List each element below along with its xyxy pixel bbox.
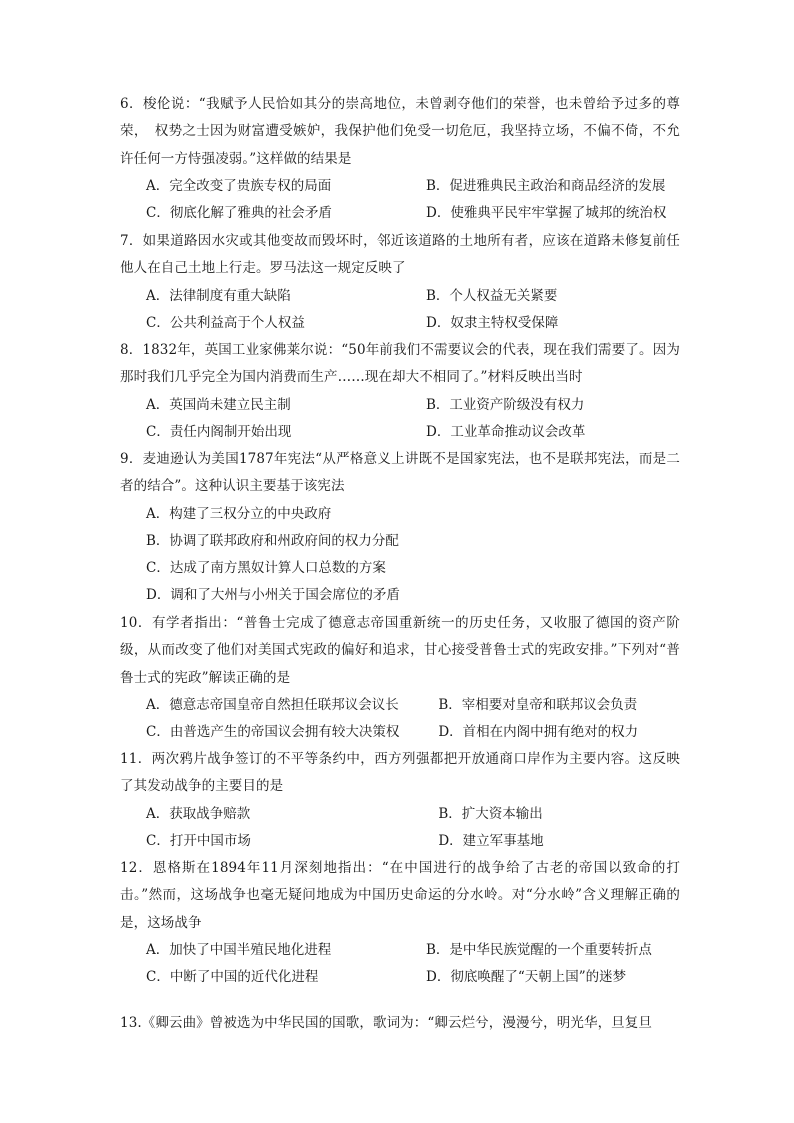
option-list [120,283,680,338]
option-a: A．加快了中国半殖民地化进程 [146,941,332,958]
option-a: A．构建了三权分立的中央政府 [146,505,332,522]
question-stem: 6．梭伦说：“我赋予人民恰如其分的崇高地位，未曾剥夺他们的荣誉，也未曾给予过多的尊荣， 权势之士因为财富遭受嫉妒，我保护他们免受一切危厄，我坚持立场，不偏不倚，不允许任何一方恃强凌弱。”这样做的结果是 [120,96,680,167]
option-a: A．英国尚未建立民主制 [146,396,291,413]
option-b: B．是中华民族觉醒的一个重要转折点 [426,941,652,958]
option-d: D．工业革命推动议会改革 [426,423,586,440]
option-b: B．扩大资本输出 [438,805,543,822]
option-list [120,501,680,610]
option-d: D．首相在内阁中拥有绝对的权力 [438,724,639,741]
option-d: D．建立军事基地 [438,832,544,849]
option-a: A．完全改变了贵族专权的局面 [146,177,332,194]
option-d: D．调和了大州与小州关于国会席位的矛盾 [146,587,400,604]
option-c: C．打开中国市场 [146,832,251,849]
option-c: C．中断了中国的近代化进程 [146,969,319,986]
option-a: A．法律制度有重大缺陷 [146,287,291,304]
option-b: B．工业资产阶级没有权力 [426,396,585,413]
option-d: D．奴隶主特权受保障 [426,314,559,331]
question-stem: 9．麦迪逊认为美国1787年宪法“从严格意义上讲既不是国家宪法，也不是联邦宪法，而是二者的结合”。这种认识主要基于该宪法 [120,451,680,495]
question-8 [120,337,680,446]
option-a: A．获取战争赔款 [146,805,251,822]
question-7 [120,228,680,337]
option-list [120,392,680,447]
option-d: D．彻底唤醒了“天朝上国”的迷梦 [426,969,627,986]
question-11 [120,746,680,855]
question-13 [120,1010,680,1037]
option-list [120,801,680,856]
question-6 [120,91,680,227]
option-b: B．个人权益无关紧要 [426,287,558,304]
option-c: C．达成了南方黑奴计算人口总数的方案 [146,560,386,577]
option-c: C．由普选产生的帝国议会拥有较大决策权 [146,724,400,741]
question-stem: 7．如果道路因水灾或其他变故而毁坏时，邻近该道路的土地所有者，应该在道路未修复前任他人在自己土地上行走。罗马法这一规定反映了 [120,233,680,277]
option-b: B．促进雅典民主政治和商品经济的发展 [426,177,666,194]
option-list [120,692,680,747]
option-d: D．使雅典平民牢牢掌握了城邦的统治权 [426,205,667,222]
question-stem: 10．有学者指出：“普鲁士完成了德意志帝国重新统一的历史任务，又收服了德国的资产阶级，从而改变了他们对美国式宪政的偏好和追求，甘心接受普鲁士式的宪政安排。”下列对“普鲁士式的宪政”解读正确的是 [120,615,680,686]
option-list [120,937,680,992]
option-c: C．公共利益高于个人权益 [146,314,305,331]
question-10 [120,610,680,746]
question-stem: 13.《卿云曲》曾被选为中华民国的国歌，歌词为：“卿云烂兮，漫漫兮，明光华，旦复旦 [120,1015,652,1031]
question-stem: 12．恩格斯在1894年11月深刻地指出：“在中国进行的战争给了古老的帝国以致命的打击。”然而，这场战争也毫无疑问地成为中国历史命运的分水岭。对“分水岭”含义理解正确的是，这场战争 [120,860,680,931]
option-list [120,173,680,228]
option-a: A．德意志帝国皇帝自然担任联邦议会议长 [146,696,399,713]
option-c: C．彻底化解了雅典的社会矛盾 [146,205,332,222]
option-b: B．宰相要对皇帝和联邦议会负责 [438,696,638,713]
option-b: B．协调了联邦政府和州政府间的权力分配 [146,532,399,549]
question-12 [120,855,680,991]
option-c: C．责任内阁制开始出现 [146,423,292,440]
question-9 [120,446,680,610]
question-stem: 8．1832年，英国工业家佛莱尔说：“50年前我们不需要议会的代表，现在我们需要了。因为那时我们几乎完全为国内消费而生产……现在却大不相同了。”材料反映出当时 [120,342,680,386]
question-stem: 11．两次鸦片战争签订的不平等条约中，西方列强都把开放通商口岸作为主要内容。这反映了其发动战争的主要目的是 [120,751,680,795]
